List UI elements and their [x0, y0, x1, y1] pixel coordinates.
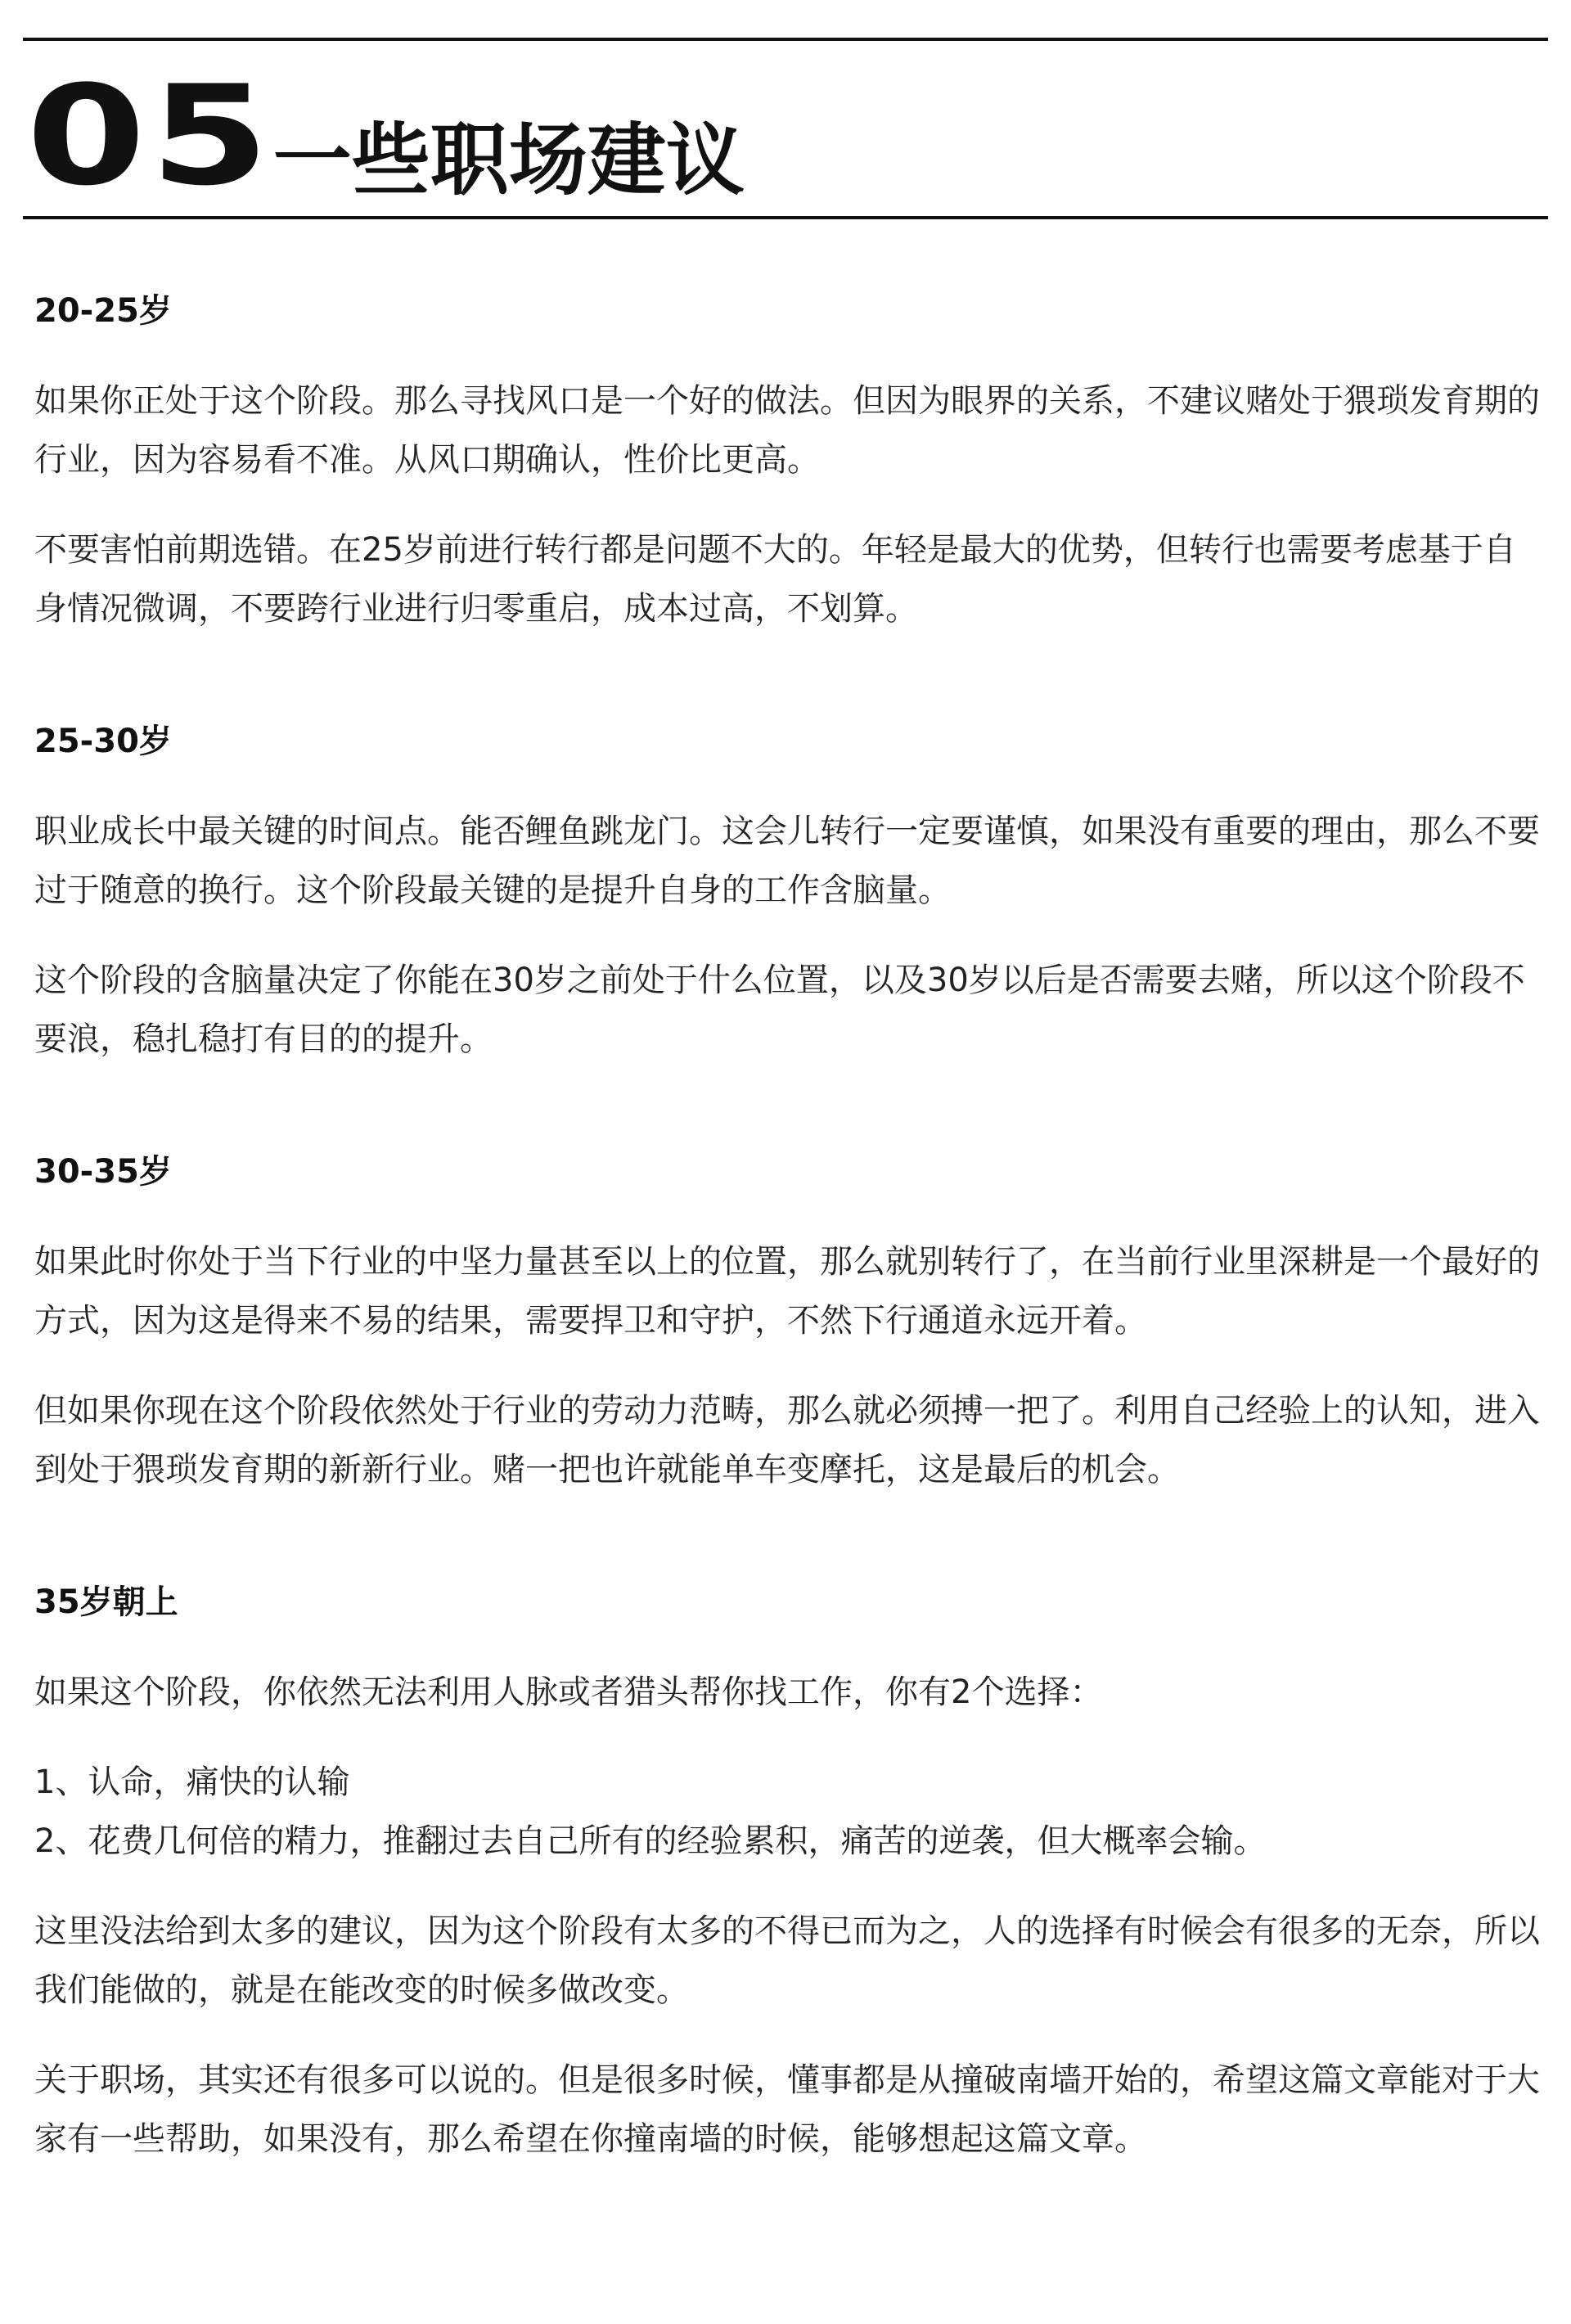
paragraph: 但如果你现在这个阶段依然处于行业的劳动力范畴，那么就必须搏一把了。利用自己经验上的认知，进入到处于猥琐发育期的新新行业。赌一把也许就能单车变摩托，这是最后的机会。: [34, 1392, 1540, 1489]
chapter-number: 05: [26, 56, 274, 216]
section-35-plus: [34, 1579, 1540, 2169]
paragraph: 如果你正处于这个阶段。那么寻找风口是一个好的做法。但因为眼界的关系，不建议赌处于猥琐发育期的行业，因为容易看不准。从风口期确认，性价比更高。: [34, 382, 1540, 479]
list-item: 2、花费几何倍的精力，推翻过去自己所有的经验累积，痛苦的逆袭，但大概率会输。: [34, 1822, 1267, 1860]
section-heading: 30-35岁: [34, 1153, 172, 1191]
choice-list: [34, 1753, 1540, 1871]
header-bottom-rule: [23, 216, 1548, 219]
paragraph: 关于职场，其实还有很多可以说的。但是很多时候，懂事都是从撞破南墙开始的，希望这篇文章能对于大家有一些帮助，如果没有，那么希望在你撞南墙的时候，能够想起这篇文章。: [34, 2061, 1540, 2158]
section-heading: 35岁朝上: [34, 1583, 178, 1621]
article-body: [34, 288, 1540, 2169]
section-heading: 20-25岁: [34, 292, 172, 330]
section-25-30: [34, 718, 1540, 1069]
section-heading: 25-30岁: [34, 723, 172, 760]
paragraph: 职业成长中最关键的时间点。能否鲤鱼跳龙门。这会儿转行一定要谨慎，如果没有重要的理由，那么不要过于随意的换行。这个阶段最关键的是提升自身的工作含脑量。: [34, 813, 1540, 909]
list-item: 1、认命，痛快的认输: [34, 1763, 350, 1801]
page-title: 一些职场建议: [272, 115, 745, 206]
page-header: [26, 56, 745, 216]
paragraph: 如果这个阶段，你依然无法利用人脉或者猎头帮你找工作，你有2个选择：: [34, 1673, 1103, 1711]
paragraph: 不要害怕前期选错。在25岁前进行转行都是问题不大的。年轻是最大的优势，但转行也需要考虑基于自身情况微调，不要跨行业进行归零重启，成本过高，不划算。: [34, 531, 1516, 628]
paragraph: 这个阶段的含脑量决定了你能在30岁之前处于什么位置，以及30岁以后是否需要去赌，所以这个阶段不要浪，稳扎稳打有目的的提升。: [34, 962, 1525, 1058]
paragraph: 如果此时你处于当下行业的中坚力量甚至以上的位置，那么就别转行了，在当前行业里深耕是一个最好的方式，因为这是得来不易的结果，需要捍卫和守护，不然下行通道永远开着。: [34, 1243, 1540, 1340]
section-20-25: [34, 288, 1540, 638]
top-rule: [23, 38, 1548, 41]
section-30-35: [34, 1149, 1540, 1499]
paragraph: 这里没法给到太多的建议，因为这个阶段有太多的不得已而为之，人的选择有时候会有很多的无奈，所以我们能做的，就是在能改变的时候多做改变。: [34, 1912, 1540, 2009]
